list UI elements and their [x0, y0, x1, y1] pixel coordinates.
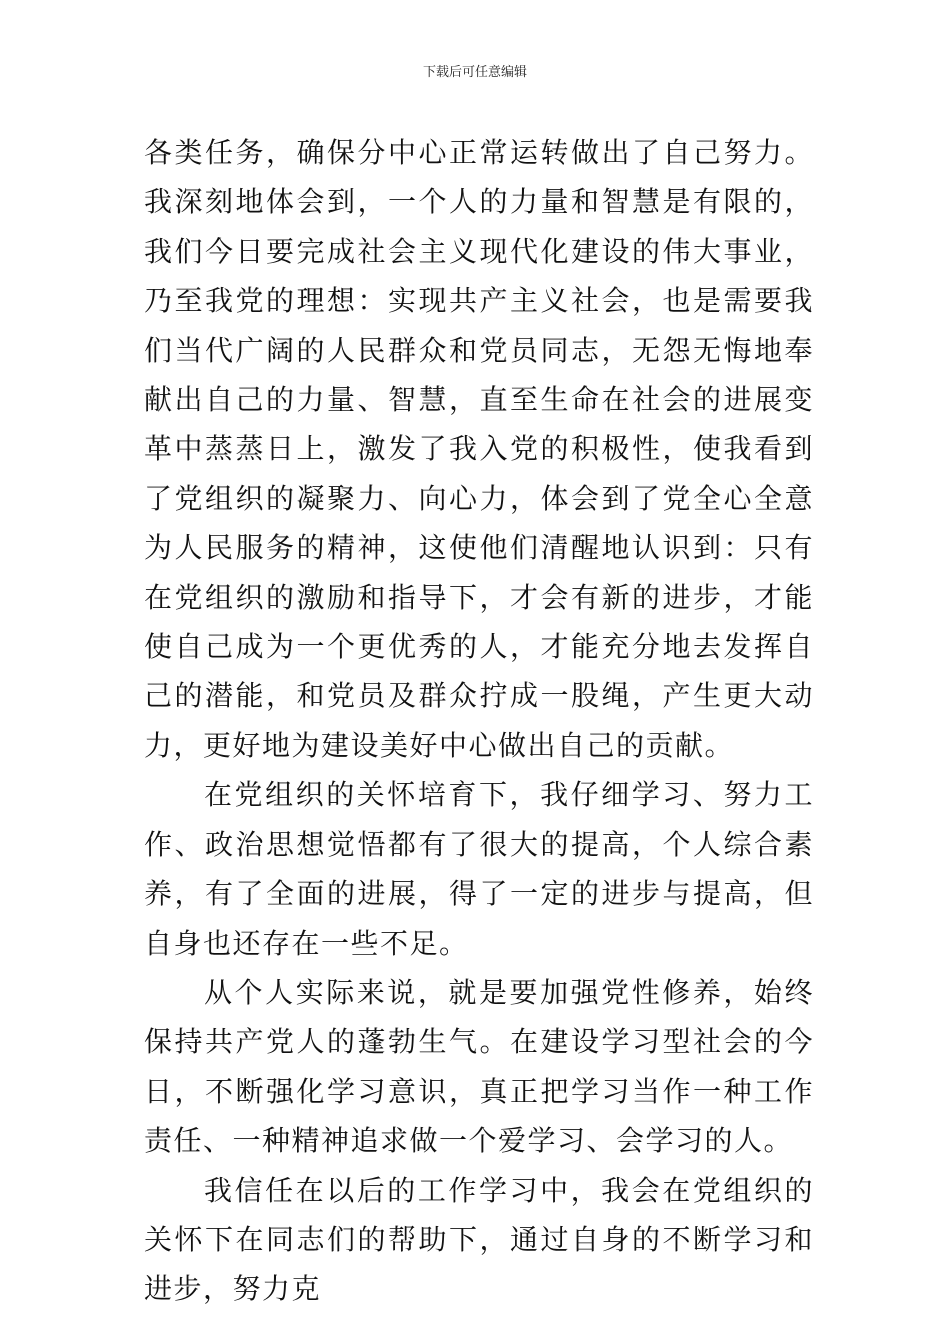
document-body — [144, 128, 814, 1314]
paragraph-3: 从个人实际来说，就是要加强党性修养，始终保持共产党人的蓬勃生气。在建设学习型社会的今日，不断强化学习意识，真正把学习当作一种工作责任、一种精神追求做一个爱学习、会学习的人。 — [144, 975, 814, 1158]
page-header: 下载后可任意编辑 — [422, 65, 527, 80]
paragraph-1: 各类任务，确保分中心正常运转做出了自己努力。我深刻地体会到，一个人的力量和智慧是有限的，我们今日要完成社会主义现代化建设的伟大事业，乃至我党的理想：实现共产主义社会，也是需要我们当代广阔的人民群众和党员同志，无怨无悔地奉献出自己的力量、智慧，直至生命在社会的进展变革中蒸蒸日上，激发了我入党的积极性，使我看到了党组织的凝聚力、向心力，体会到了党全心全意为人民服务的精神，这使他们清醒地认识到：只有在党组织的激励和指导下，才会有新的进步，才能使自己成为一个更优秀的人，才能充分地去发挥自己的潜能，和党员及群众拧成一股绳，产生更大动力，更好地为建设美好中心做出自己的贡献。 — [144, 136, 814, 762]
paragraph-2: 在党组织的关怀培育下，我仔细学习、努力工作、政治思想觉悟都有了很大的提高，个人综合素养，有了全面的进展，得了一定的进步与提高，但自身也还存在一些不足。 — [144, 778, 814, 960]
paragraph-4: 我信任在以后的工作学习中，我会在党组织的关怀下在同志们的帮助下，通过自身的不断学习和进步，努力克 — [144, 1173, 814, 1306]
